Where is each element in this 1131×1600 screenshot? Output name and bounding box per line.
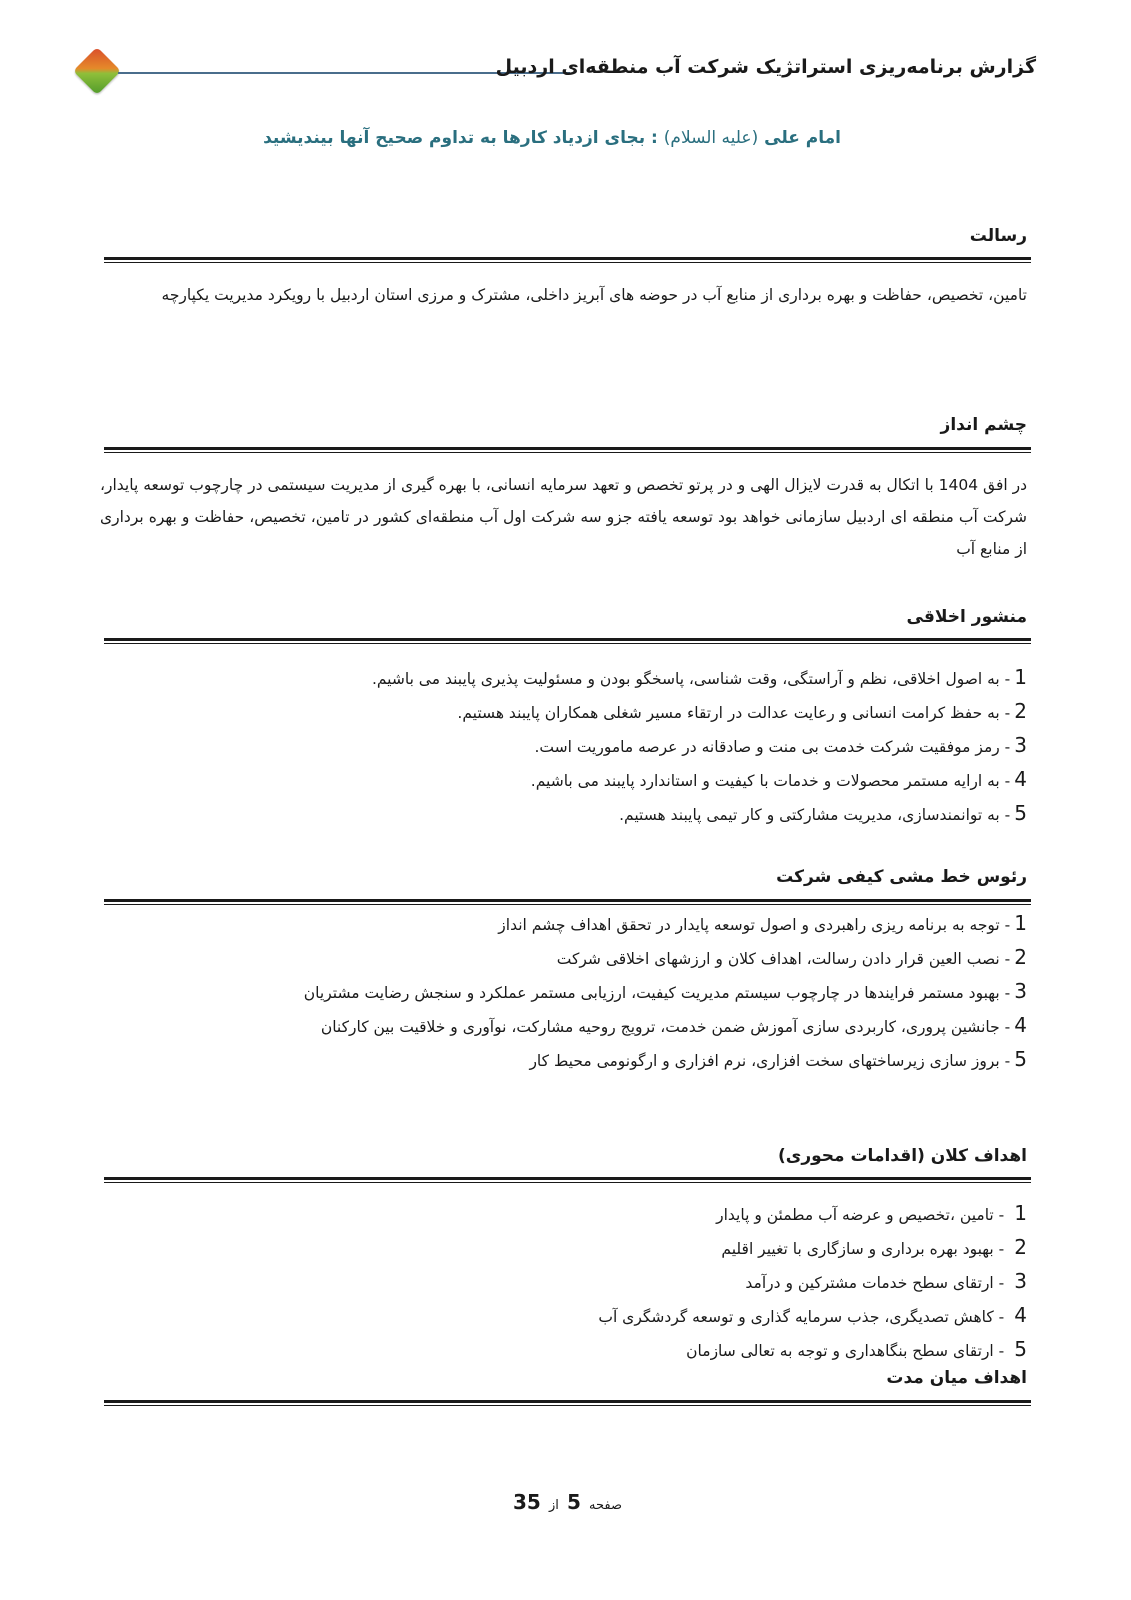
list-item-number: 3 (1014, 733, 1027, 757)
list-item-text: - بهبود بهره برداری و سازگاری با تغییر اقلیم (721, 1240, 1005, 1258)
page-footer (0, 1490, 1131, 1514)
midterm-title: اهداف میان مدت (886, 1368, 1027, 1388)
list-item-text: - به اصول اخلاقی، نظم و آراستگی، وقت شناسی، پاسخگو بودن و مسئولیت پذیری پایبند می باشیم. (371, 670, 1011, 688)
list-item (100, 1332, 1027, 1366)
list-item-text: - به توانمندسازی، مدیریت مشارکتی و کار تیمی پایبند هستیم. (619, 806, 1011, 824)
ethics-title: منشور اخلاقی (906, 607, 1027, 627)
footer-current-page: 5 (566, 1490, 581, 1514)
list-item-text: - جانشین پروری، کاربردی سازی آموزش ضمن خدمت، ترویج روحیه مشارکت، نوآوری و خلاقیت بین کارکنان (320, 1018, 1011, 1036)
list-item (100, 974, 1027, 1008)
list-item-text: - نصب العین قرار دادن رسالت، اهداف کلان و ارزشهای اخلاقی شرکت (556, 950, 1011, 968)
list-item-text: - کاهش تصدیگری، جذب سرمایه گذاری و توسعه گردشگری آب (598, 1308, 1005, 1326)
list-item-text: - ارتقای سطح خدمات مشترکین و درآمد (745, 1274, 1005, 1292)
list-item (100, 906, 1027, 940)
list-item-number: 5 (1014, 1337, 1027, 1361)
mission-text: تامین، تخصیص، حفاظت و بهره برداری از منابع آب در حوضه های آبریز داخلی، مشترک و مرزی استان اردبیل با رویکرد مدیریت یکپارچه (161, 286, 1027, 304)
list-item (100, 796, 1027, 830)
mission-rule (104, 257, 1031, 263)
midterm-rule (104, 1400, 1031, 1406)
mission-title: رسالت (969, 226, 1027, 246)
logo-diamond-icon (73, 47, 121, 95)
list-item (100, 1008, 1027, 1042)
list-item (100, 660, 1027, 694)
list-item (100, 762, 1027, 796)
quote-honorific: (علیه السلام) (663, 128, 759, 148)
list-item-number: 2 (1014, 945, 1027, 969)
list-item-number: 4 (1014, 767, 1027, 791)
list-item-number: 3 (1014, 1269, 1027, 1293)
list-item-text: - ارتقای سطح بنگاهداری و توجه به تعالی سازمان (686, 1342, 1005, 1360)
goals-title: اهداف کلان (اقدامات محوری) (777, 1146, 1027, 1166)
footer-total-pages: 35 (512, 1490, 541, 1514)
list-item-number: 3 (1014, 979, 1027, 1003)
list-item-number: 2 (1014, 1235, 1027, 1259)
header-title: گزارش برنامه‌ریزی استراتژیک شرکت آب منطقه‌ای اردبیل (495, 56, 1036, 78)
vision-text: در افق 1404 با اتکال به قدرت لایزال الهی و در پرتو تخصص و تعهد سرمایه انسانی، با بهره گیری از مدیریت سیستمی در چارچوب توسعه پایدار، شرکت آب منطقه ای اردبیل سازمانی خواهد بود توسعه یافته جزو سه شرکت اول آب منطقه‌ای کشور در تامین، تخصیص، حفاظت و بهره برداری از منابع آب (100, 476, 1027, 558)
ethics-rule (104, 638, 1031, 644)
list-item (100, 1298, 1027, 1332)
vision-rule (104, 447, 1031, 453)
list-item-number: 2 (1014, 699, 1027, 723)
quality-rule (104, 899, 1031, 905)
list-item (100, 694, 1027, 728)
footer-page-label: صفحه (589, 1498, 623, 1513)
quote-text: : بجای ازدیاد کارها به تداوم صحیح آنها بیندیشید (263, 128, 658, 148)
list-item-text: - به حفظ کرامت انسانی و رعایت عدالت در ارتقاء مسیر شغلی همکاران پایبند هستیم. (457, 704, 1011, 722)
list-item-number: 4 (1014, 1303, 1027, 1327)
list-item (100, 940, 1027, 974)
list-item-text: - توجه به برنامه ریزی راهبردی و اصول توسعه پایدار در تحقق اهداف چشم انداز (498, 916, 1011, 934)
quote (141, 128, 841, 148)
quality-list (100, 906, 1027, 1076)
footer-of-label: از (548, 1498, 559, 1513)
list-item-text: - رمز موفقیت شرکت خدمت بی منت و صادقانه در عرصه ماموریت است. (534, 738, 1011, 756)
goals-list (100, 1196, 1027, 1366)
list-item-text: - به ارایه مستمر محصولات و خدمات با کیفیت و استاندارد پایبند می باشیم. (530, 772, 1011, 790)
list-item-number: 5 (1014, 801, 1027, 825)
list-item (100, 728, 1027, 762)
list-item-text: - بروز سازی زیرساختهای سخت افزاری، نرم افزاری و ارگونومی محیط کار (529, 1052, 1011, 1070)
list-item-number: 4 (1014, 1013, 1027, 1037)
list-item-number: 1 (1014, 911, 1027, 935)
list-item (100, 1042, 1027, 1076)
list-item (100, 1264, 1027, 1298)
vision-title: چشم انداز (940, 415, 1027, 435)
list-item-number: 1 (1014, 665, 1027, 689)
list-item (100, 1230, 1027, 1264)
list-item (100, 1196, 1027, 1230)
list-item-number: 5 (1014, 1047, 1027, 1071)
quality-title: رئوس خط مشی کیفی شرکت (776, 867, 1027, 887)
quote-speaker: امام علی (764, 128, 841, 148)
list-item-text: - تامین ،تخصیص و عرضه آب مطمئن و پایدار (716, 1206, 1005, 1224)
goals-rule (104, 1177, 1031, 1183)
list-item-text: - بهبود مستمر فرایندها در چارچوب سیستم مدیریت کیفیت، ارزیابی مستمر عملکرد و سنجش رضایت مشتریان (303, 984, 1011, 1002)
list-item-number: 1 (1014, 1201, 1027, 1225)
ethics-list (100, 660, 1027, 830)
